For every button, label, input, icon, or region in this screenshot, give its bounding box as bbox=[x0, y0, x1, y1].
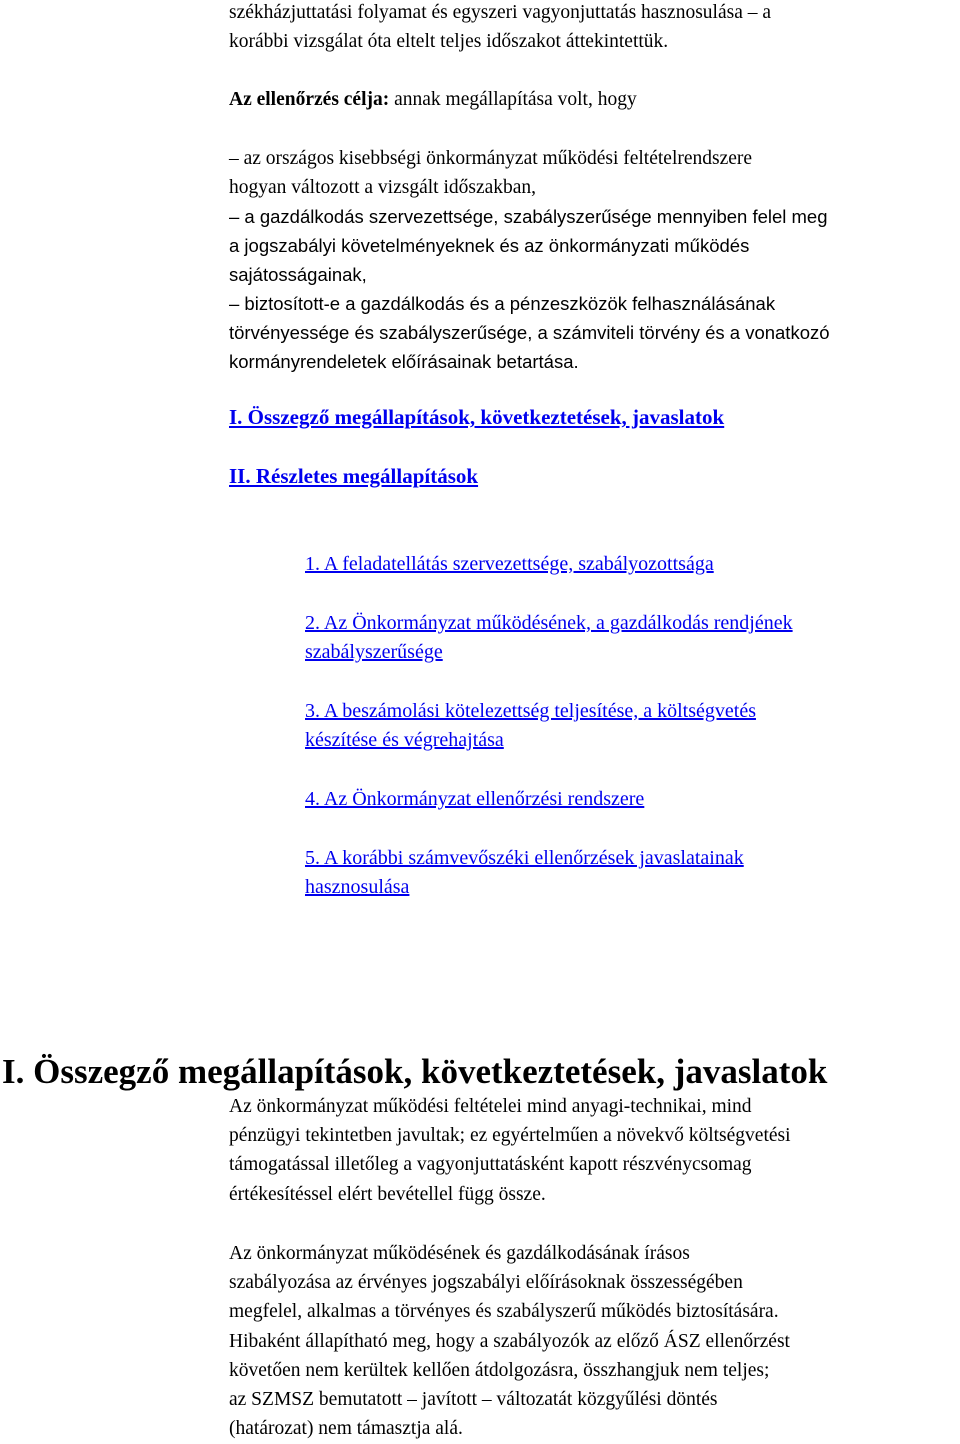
objective-line: – biztosított-e a gazdálkodás és a pénzeszközök felhasználásának bbox=[229, 293, 776, 314]
toc-link-item-4[interactable]: 4. Az Önkormányzat ellenőrzési rendszere bbox=[305, 788, 645, 810]
objective-line: sajátosságainak, bbox=[229, 264, 367, 285]
intro-line: korábbi vizsgálat óta eltelt teljes időszakot áttekintettük. bbox=[229, 31, 669, 52]
toc-link-item-1[interactable]: 1. A feladatellátás szervezettsége, szabályozottsága bbox=[305, 553, 714, 575]
paragraph-line: követően nem kerültek kellően átdolgozásra, összhangjuk nem teljes; bbox=[229, 1359, 770, 1381]
paragraph-line: Az önkormányzat működésének és gazdálkodásának írásos bbox=[229, 1243, 690, 1264]
objective-line: hogyan változott a vizsgált időszakban, bbox=[229, 177, 537, 198]
intro-line: székházjuttatási folyamat és egyszeri vagyonjuttatás hasznosulása – a bbox=[229, 2, 772, 23]
paragraph-line: (határozat) nem támasztja alá. bbox=[229, 1418, 463, 1440]
objective-line: – az országos kisebbségi önkormányzat működési feltételrendszere bbox=[229, 148, 753, 169]
toc-link-section-2[interactable]: II. Részletes megállapítások bbox=[229, 464, 479, 488]
paragraph-line: értékesítéssel elért bevétellel függ össze. bbox=[229, 1183, 546, 1205]
objective-line: a jogszabályi követelményeknek és az önkormányzati működés bbox=[229, 235, 750, 256]
summary-paragraph-1 bbox=[229, 1092, 960, 1209]
paragraph-line: az SZMSZ bemutatott – javított – változatát közgyűlési döntés bbox=[229, 1389, 718, 1411]
objective-line: törvényessége és szabályszerűsége, a számviteli törvény és a vonatkozó bbox=[229, 322, 830, 343]
purpose-label: Az ellenőrzés célja: bbox=[229, 89, 390, 110]
summary-paragraph-2 bbox=[229, 1239, 960, 1443]
purpose-text: annak megállapítása volt, hogy bbox=[389, 89, 637, 110]
purpose-line bbox=[229, 85, 637, 114]
paragraph-line: megfelel, alkalmas a törvényes és szabályszerű működés biztosítására. bbox=[229, 1301, 779, 1323]
paragraph-line: szabályozása az érvényes jogszabályi előírásoknak összességében bbox=[229, 1272, 743, 1294]
toc-link-section-1[interactable]: I. Összegző megállapítások, következtetések, javaslatok bbox=[229, 405, 725, 429]
paragraph-line: támogatással illetőleg a vagyonjuttatásként kapott részvénycsomag bbox=[229, 1154, 752, 1176]
toc-link-item-5[interactable]: 5. A korábbi számvevőszéki ellenőrzések javaslatainak bbox=[305, 847, 744, 869]
paragraph-line: pénzügyi tekintetben javultak; ez egyértelműen a növekvő költségvetési bbox=[229, 1125, 791, 1147]
paragraph-line: Az önkormányzat működési feltételei mind anyagi-technikai, mind bbox=[229, 1096, 752, 1117]
paragraph-line: Hibaként állapítható meg, hogy a szabályozók az előző ÁSZ ellenőrzést bbox=[229, 1330, 790, 1352]
toc-link-item-3[interactable]: 3. A beszámolási kötelezettség teljesítése, a költségvetés bbox=[305, 700, 756, 722]
toc-link-item-3-cont[interactable]: készítése és végrehajtása bbox=[305, 729, 504, 751]
toc-link-item-2-cont[interactable]: szabályszerűsége bbox=[305, 641, 443, 663]
objective-line: – a gazdálkodás szervezettsége, szabályszerűsége mennyiben felel meg bbox=[229, 206, 828, 227]
objective-line: kormányrendeletek előírásainak betartása. bbox=[229, 351, 579, 372]
toc-link-item-5-cont[interactable]: hasznosulása bbox=[305, 876, 410, 898]
section-heading: I. Összegző megállapítások, következtetések, javaslatok bbox=[2, 1052, 828, 1091]
toc-link-item-2[interactable]: 2. Az Önkormányzat működésének, a gazdálkodás rendjének bbox=[305, 612, 793, 634]
